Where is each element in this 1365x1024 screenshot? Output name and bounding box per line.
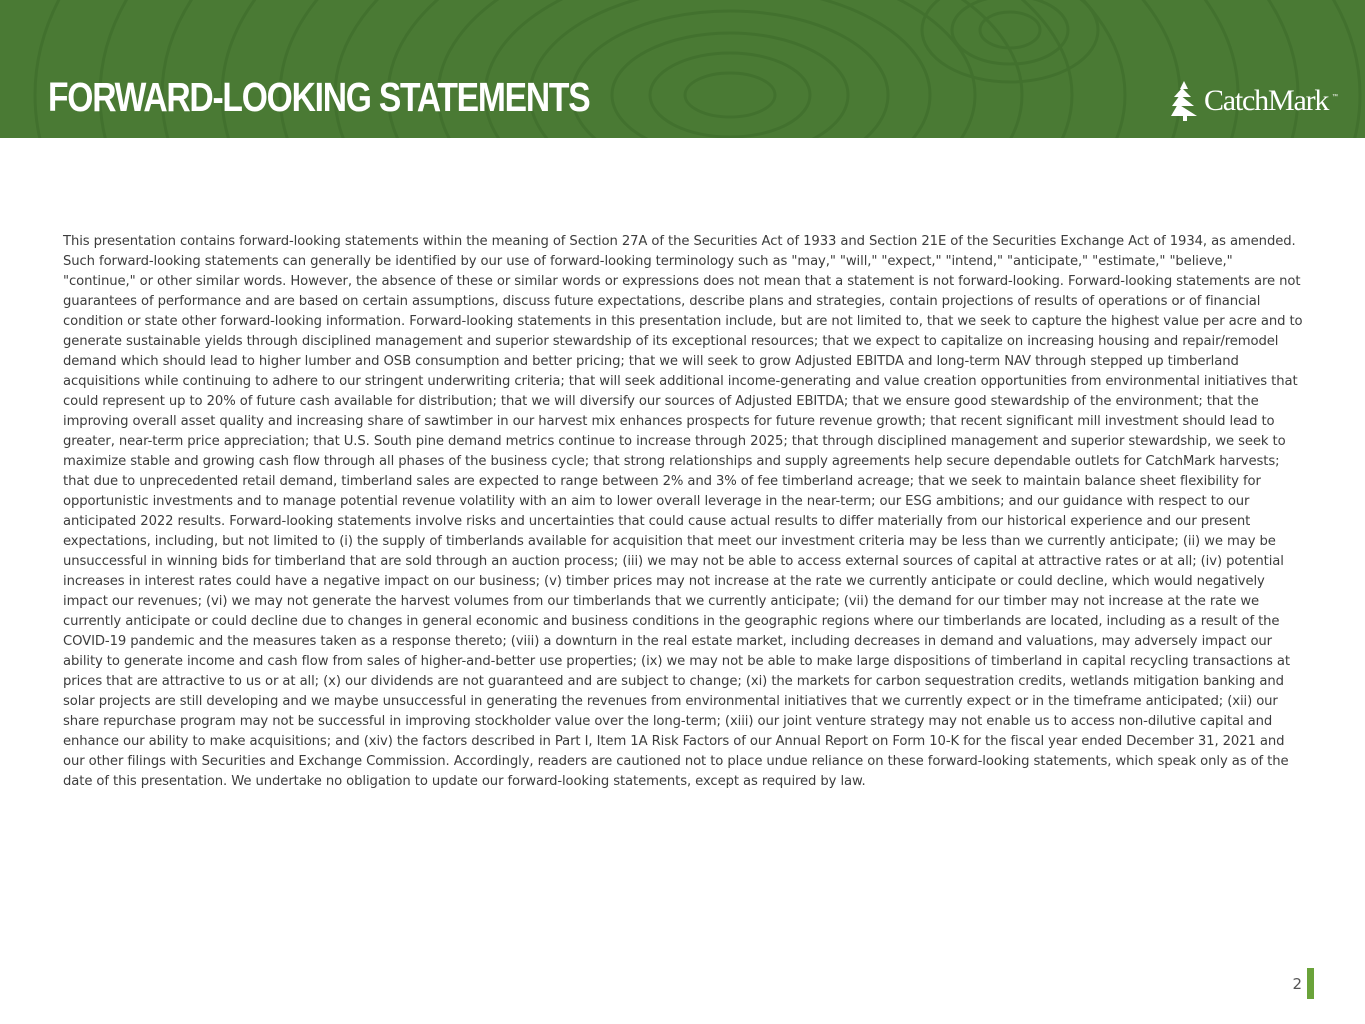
page-number-accent-bar bbox=[1307, 968, 1314, 999]
tree-logo-icon bbox=[1170, 80, 1204, 122]
page-title: FORWARD-LOOKING STATEMENTS bbox=[48, 74, 590, 120]
brand-trademark: ™ bbox=[1332, 94, 1338, 100]
header-banner bbox=[0, 0, 1365, 138]
forward-looking-statement-text: This presentation contains forward-looking statements within the meaning of Section 27A of the Securities Act of 1933 and Section 21E of the Securities Exchange Act of 1934, as amended. Such forward-looking statements can generally be identified by our use of forward-looking terminology such as "may," "will," "expect," "intend," "anticipate," "estimate," "believe," "continue," or other similar words. However, the absence of these or similar words or expressions does not mean that a statement is not forward-looking. Forward-looking statements are not guarantees of performance and are based on certain assumptions, discuss future expectations, describe plans and strategies, contain projections of results of operations or of financial condition or state other forward-looking information. Forward-looking statements in this presentation include, but are not limited to, that we seek to capture the highest value per acre and to generate sustainable yields through disciplined management and superior stewardship of its exceptional resources; that we expect to capitalize on increasing housing and repair/remodel demand which should lead to higher lumber and OSB consumption and better pricing; that we will seek to grow Adjusted EBITDA and long-term NAV through stepped up timberland acquisitions while continuing to adhere to our stringent underwriting criteria; that will seek additional income-generating and value creation opportunities from environmental initiatives that could represent up to 20% of future cash available for distribution; that we will diversify our sources of Adjusted EBITDA; that we ensure good stewardship of the environment; that the improving overall asset quality and increasing share of sawtimber in our harvest mix enhances prospects for future revenue growth; that recent significant mill investment should lead to greater, near-term price appreciation; that U.S. South pine demand metrics continue to increase through 2025; that through disciplined management and superior stewardship, we seek to maximize stable and growing cash flow through all phases of the business cycle; that strong relationships and supply agreements help secure dependable outlets for CatchMark harvests; that due to unprecedented retail demand, timberland sales are expected to range between 2% and 3% of fee timberland acreage; that we seek to maintain balance sheet flexibility for opportunistic investments and to manage potential revenue volatility with an aim to lower overall leverage in the near-term; our ESG ambitions; and our guidance with respect to our anticipated 2022 results. Forward-looking statements involve risks and uncertainties that could cause actual results to differ materially from our historical experience and our present expectations, including, but not limited to (i) the supply of timberlands available for acquisition that meet our investment criteria may be less than we currently anticipate; (ii) we may be unsuccessful in winning bids for timberland that are sold through an auction process; (iii) we may not be able to access external sources of capital at attractive rates or at all; (iv) potential increases in interest rates could have a negative impact on our business; (v) timber prices may not increase at the rate we currently anticipate or could decline, which would negatively impact our revenues; (vi) we may not generate the harvest volumes from our timberlands that we currently anticipate; (vii) the demand for our timber may not increase at the rate we currently anticipate or could decline due to changes in general economic and business conditions in the geographic regions where our timberlands are located, including as a result of the COVID-19 pandemic and the measures taken as a response thereto; (viii) a downturn in the real estate market, including decreases in demand and valuations, may adversely impact our ability to generate income and cash flow from sales of higher-and-better use properties; (ix) we may not be able to make large dispositions of timberland in capital recycling transactions at prices that are attractive to us or at all; (x) our dividends are not guaranteed and are subject to change; (xi) the markets for carbon sequestration credits, wetlands mitigation banking and solar projects are still developing and we maybe unsuccessful in generating the revenues from environmental initiatives that we currently expect or in the timeframe anticipated; (xii) our share repurchase program may not be successful in improving stockholder value over the long-term; (xiii) our joint venture strategy may not enable us to access non-dilutive capital and enhance our ability to make acquisitions; and (xiv) the factors described in Part I, Item 1A Risk Factors of our Annual Report on Form 10-K for the fiscal year ended December 31, 2021 and our other filings with Securities and Exchange Commission. Accordingly, readers are cautioned not to place undue reliance on these forward-looking statements, which speak only as of the date of this presentation. We undertake no obligation to update our forward-looking statements, except as required by law. bbox=[63, 234, 1303, 789]
brand-logo bbox=[1170, 80, 1340, 122]
brand-name: CatchMark bbox=[1204, 84, 1329, 117]
page-number: 2 bbox=[1292, 975, 1302, 993]
